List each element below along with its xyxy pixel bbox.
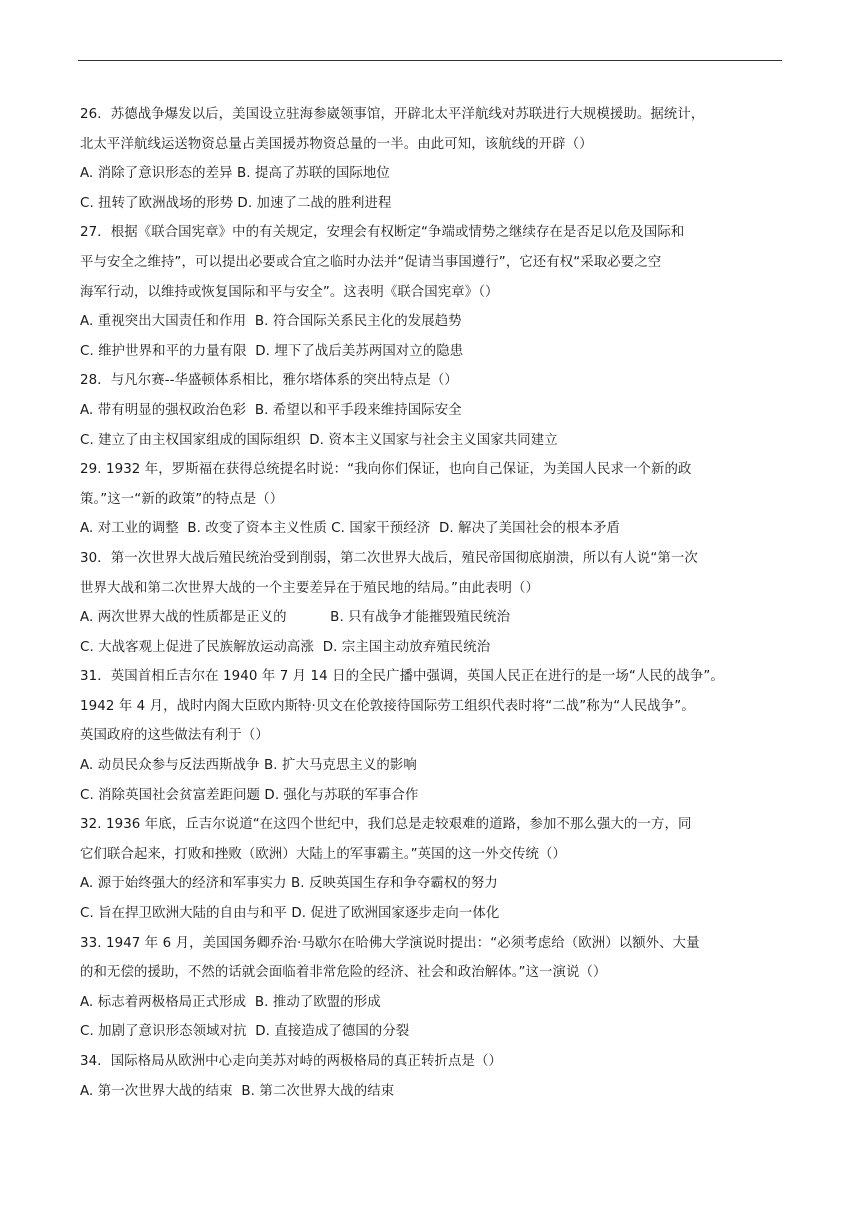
question-stem-line: 31．英国首相丘吉尔在 1940 年 7 月 14 日的全民广播中强调，英国人民正在进行的是一场“人民的战争”。	[80, 669, 724, 685]
question-31	[80, 662, 782, 810]
question-stem-line: 的和无偿的援助，不然的话就会面临着非常危险的经济、社会和政治解体。”这一演说（）	[80, 965, 607, 981]
answer-options-line: A. 动员民众参与反法西斯战争 B. 扩大马克思主义的影响	[80, 758, 417, 774]
question-stem-line: 34．国际格局从欧洲中心走向美苏对峙的两极格局的真正转折点是（）	[80, 1054, 502, 1069]
question-stem-line: 海军行动，以维持或恢复国际和平与安全”。这表明《联合国宪章》（）	[80, 284, 499, 300]
question-stem-line: 33. 1947 年 6 月，美国国务卿乔治·马歇尔在哈佛大学演说时提出：“必须考虑给（欧洲）以额外、大量	[80, 935, 700, 951]
answer-options-line: A. 源于始终强大的经济和军事实力 B. 反映英国生存和争夺霸权的努力	[80, 876, 498, 892]
question-26	[80, 100, 782, 218]
question-33	[80, 929, 782, 1047]
question-stem-line: 英国政府的这些做法有利于（）	[80, 728, 269, 744]
question-stem-line: 29. 1932 年，罗斯福在获得总统提名时说：“我向你们保证，也向自己保证，为美国人民求一个新的政	[80, 462, 692, 478]
question-stem-line: 北太平洋航线运送物资总量占美国援苏物资总量的一半。由此可知，该航线的开辟（）	[80, 136, 593, 152]
answer-options-line: C. 建立了由主权国家组成的国际组织 D. 资本主义国家与社会主义国家共同建立	[80, 432, 558, 448]
answer-options-line: A. 两次世界大战的性质都是正义的 B. 只有战争才能摧毁殖民统治	[80, 610, 511, 626]
answer-options-line: A. 消除了意识形态的差异 B. 提高了苏联的国际地位	[80, 166, 390, 182]
question-28	[80, 366, 782, 455]
question-stem-line: 26．苏德战争爆发以后，美国设立驻海参崴领事馆，开辟北太平洋航线对苏联进行大规模援助。据统计，	[80, 107, 705, 122]
answer-options-line: C. 扭转了欧洲战场的形势 D. 加速了二战的胜利进程	[80, 195, 392, 211]
question-32	[80, 810, 782, 928]
answer-options-line: C. 消除英国社会贫富差距问题 D. 强化与苏联的军事合作	[80, 787, 419, 803]
answer-options-line: A. 重视突出大国责任和作用 B. 符合国际关系民主化的发展趋势	[80, 314, 462, 330]
question-stem-line: 28．与凡尔赛--华盛顿体系相比，雅尔塔体系的突出特点是（）	[80, 373, 458, 389]
answer-options-line: C. 旨在捍卫欧洲大陆的自由与和平 D. 促进了欧洲国家逐步走向一体化	[80, 906, 500, 922]
question-list	[80, 100, 782, 1106]
answer-options-line: C. 维护世界和平的力量有限 D. 埋下了战后美苏两国对立的隐患	[80, 343, 464, 359]
answer-options-line: C. 加剧了意识形态领域对抗 D. 直接造成了德国的分裂	[80, 1024, 410, 1040]
question-29	[80, 455, 782, 544]
header-rule	[78, 60, 782, 61]
question-stem-line: 30．第一次世界大战后殖民统治受到削弱，第二次世界大战后，殖民帝国彻底崩溃，所以有人说“第一次	[80, 550, 698, 566]
question-stem-line: 平与安全之维持”，可以提出必要或合宜之临时办法并“促请当事国遵行”，它还有权“采取必要之空	[80, 254, 662, 270]
answer-options-line: A. 对工业的调整 B. 改变了资本主义性质 C. 国家干预经济 D. 解决了美国社会的根本矛盾	[80, 521, 620, 537]
question-stem-line: 32. 1936 年底，丘吉尔说道“在这四个世纪中，我们总是走较艰难的道路，参加不那么强大的一方，同	[80, 817, 692, 833]
question-34	[80, 1047, 782, 1106]
question-30	[80, 544, 782, 662]
answer-options-line: C. 大战客观上促进了民族解放运动高涨 D. 宗主国主动放弃殖民统治	[80, 639, 491, 655]
question-stem-line: 策。”这一“新的政策”的特点是（）	[80, 491, 284, 507]
answer-options-line: A. 带有明显的强权政治色彩 B. 希望以和平手段来维持国际安全	[80, 402, 462, 418]
question-stem-line: 27．根据《联合国宪章》中的有关规定，安理会有权断定“争端或情势之继续存在是否足以危及国际和	[80, 225, 685, 241]
question-stem-line: 它们联合起来，打败和挫败（欧洲）大陆上的军事霸主。”英国的这一外交传统（）	[80, 846, 566, 862]
question-stem-line: 1942 年 4 月，战时内阁大臣欧内斯特·贝文在伦敦接待国际劳工组织代表时将“二战”称为“人民战争”。	[80, 698, 695, 714]
answer-options-line: A. 标志着两极格局正式形成 B. 推动了欧盟的形成	[80, 994, 381, 1010]
answer-options-line: A. 第一次世界大战的结束 B. 第二次世界大战的结束	[80, 1083, 395, 1099]
question-stem-line: 世界大战和第二次世界大战的一个主要差异在于殖民地的结局。”由此表明（）	[80, 580, 540, 596]
question-27	[80, 218, 782, 366]
